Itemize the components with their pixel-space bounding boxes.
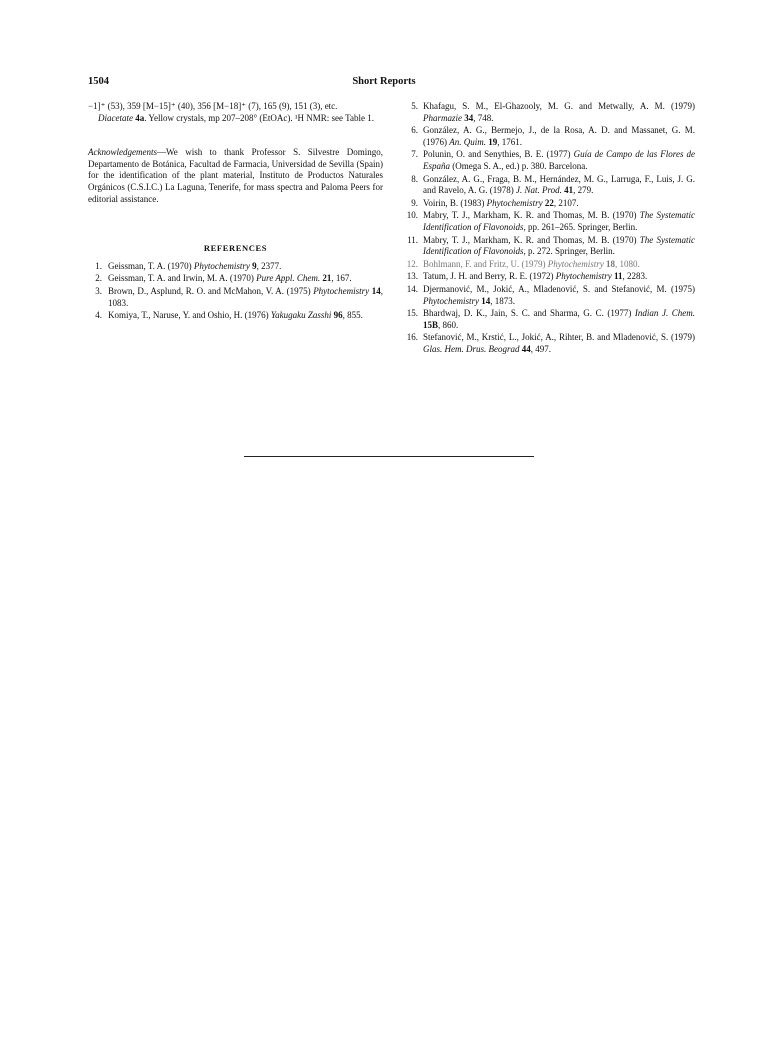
reference-pages: , 748.: [473, 112, 494, 123]
references-list-left: [88, 261, 383, 322]
reference-journal: Guía de Campo de las Flores de España: [423, 149, 696, 171]
reference-volume: 44: [519, 343, 531, 354]
reference-journal: Phytochemistry: [486, 197, 543, 208]
reference-volume: 18: [603, 258, 616, 269]
reference-journal: J. Nat. Prod.: [515, 185, 562, 196]
reference-pages: , p. 272. Springer, Berlin.: [523, 246, 615, 257]
reference-volume: 34: [462, 112, 474, 123]
acknowledgements-paragraph: [88, 147, 383, 205]
reference-journal: Pharmazie: [423, 112, 462, 123]
reference-pages: , 2283.: [622, 271, 648, 282]
reference-volume: 11: [611, 271, 623, 282]
reference-item: [403, 259, 695, 271]
reference-journal: Pure Appl. Chem.: [256, 273, 321, 284]
reference-number: 10.: [406, 210, 418, 221]
diacetate-compound: 4a: [135, 112, 145, 123]
reference-pages: (Omega S. A., ed.) p. 380. Barcelona.: [450, 160, 588, 171]
reference-pages: , 860.: [438, 319, 459, 330]
reference-pages: , 2107.: [553, 197, 579, 208]
reference-item: [403, 174, 695, 197]
reference-item: [88, 286, 383, 309]
reference-pages: , 1080.: [615, 258, 640, 269]
reference-pages: , 855.: [342, 310, 363, 321]
reference-journal: Phytochemistry: [423, 295, 479, 306]
reference-number: 2.: [95, 273, 102, 284]
right-column: [403, 101, 695, 356]
reference-volume: 21: [320, 273, 332, 284]
reference-number: 8.: [411, 173, 418, 184]
mass-spectrum-continuation: −1]⁺ (53), 359 [M−15]⁺ (40), 356 [M−18]⁺ (7), 165 (9), 151 (3), etc.: [88, 101, 338, 111]
reference-authors: Tatum, J. H. and Berry, R. E. (1972): [423, 271, 556, 282]
diacetate-title: Diacetate: [98, 112, 133, 123]
reference-number: 15.: [406, 308, 418, 319]
reference-item: [403, 149, 695, 172]
reference-authors: Voirin, B. (1983): [423, 197, 487, 208]
reference-authors: Mabry, T. J., Markham, K. R. and Thomas, M. B. (1970): [423, 210, 640, 221]
reference-volume: 14: [478, 295, 491, 306]
reference-pages: , pp. 261–265. Springer, Berlin.: [523, 221, 638, 232]
reference-volume: 96: [331, 310, 343, 321]
reference-number: 11.: [407, 234, 418, 245]
reference-volume: 41: [561, 185, 574, 196]
reference-volume: 19: [486, 136, 498, 147]
reference-item: [88, 273, 383, 285]
reference-pages: , 497.: [530, 343, 551, 354]
reference-number: 6.: [411, 125, 418, 136]
reference-number: 5.: [411, 101, 418, 111]
reference-journal: Phytochemistry: [555, 271, 612, 282]
reference-number: 14.: [406, 283, 418, 294]
reference-journal: Phytochemistry: [313, 285, 370, 296]
reference-item: [403, 235, 695, 258]
reference-number: 1.: [95, 260, 102, 271]
references-heading: REFERENCES: [203, 243, 268, 254]
left-column: [88, 101, 383, 323]
reference-journal: Phytochemistry: [193, 260, 250, 271]
reference-journal: Indian J. Chem.: [634, 308, 695, 319]
diacetate-text: . Yellow crystals, mp 207–208° (EtOAc). ¹H NMR: see Table 1.: [144, 112, 374, 123]
reference-journal: Yakugaku Zasshi: [270, 310, 332, 321]
running-head: Short Reports: [352, 76, 416, 87]
reference-volume: 14: [369, 285, 381, 296]
reference-journal: Glas. Hem. Drus. Beograd: [423, 343, 520, 354]
reference-authors: González, A. G., Bermejo, J., de la Rosa, A. D. and Massanet, G. M. (1976): [423, 125, 695, 147]
reference-number: 12.: [406, 258, 418, 269]
reference-authors: González, A. G., Fraga, B. M., Hernández, M. G., Larruga, F., Luis, J. G. and Ravelo, A. G. (1978): [423, 173, 695, 196]
acknowledgements-title: Acknowledgements: [88, 147, 157, 158]
reference-item: [403, 308, 695, 331]
reference-authors: Geissman, T. A. (1970): [108, 260, 194, 271]
diacetate-paragraph: [88, 113, 383, 125]
reference-authors: Komiya, T., Naruse, Y. and Oshio, H. (1976): [108, 310, 271, 321]
reference-item: [403, 125, 695, 148]
acknowledgements-text: —We wish to thank Professor S. Silvestre Domingo, Departamento de Botánica, Facultad de Farmacia, Universidad de Sevilla (Spain) for the identification of the plant material, Instituto de Productos Naturales Orgánicos (C.S.I.C.) La Laguna, Tenerife, for mass spectra and Paloma Peers for editorial assistance.: [88, 147, 383, 204]
reference-volume: 22: [542, 197, 554, 208]
reference-authors: Brown, D., Asplund, R. O. and McMahon, V. A. (1975): [108, 285, 314, 296]
reference-number: 13.: [406, 271, 418, 282]
reference-item: [403, 332, 695, 355]
reference-item: [88, 261, 383, 273]
references-list-right: [403, 101, 695, 355]
reference-item: [403, 198, 695, 210]
end-of-article-rule: [244, 456, 534, 457]
reference-journal: The Systematic Identification of Flavonoids: [423, 234, 695, 257]
reference-number: 9.: [411, 197, 418, 208]
reference-authors: Polunin, O. and Senythies, B. E. (1977): [423, 149, 574, 160]
reference-volume: 15B: [423, 319, 439, 330]
reference-item: [88, 310, 383, 322]
reference-number: 4.: [95, 310, 102, 321]
reference-authors: Khafagu, S. M., El-Ghazooly, M. G. and Metwally, A. M. (1979): [423, 101, 695, 111]
reference-journal: The Systematic Identification of Flavonoids: [423, 210, 695, 232]
reference-journal: Phytochemistry: [547, 258, 604, 269]
reference-pages: , 167.: [331, 273, 352, 284]
reference-item: [403, 271, 695, 283]
reference-volume: 9: [249, 260, 257, 271]
reference-item: [403, 210, 695, 233]
reference-authors: Djermanović, M., Jokić, A., Mladenović, S. and Stefanović, M. (1975): [423, 283, 695, 294]
reference-number: 3.: [95, 285, 102, 296]
reference-authors: Bohlmann, F. and Fritz, U. (1979): [423, 258, 548, 269]
reference-authors: Geissman, T. A. and Irwin, M. A. (1970): [108, 273, 257, 284]
reference-journal: An. Quim.: [449, 136, 486, 147]
reference-pages: , 1873.: [490, 295, 515, 306]
reference-number: 16.: [406, 332, 418, 343]
reference-pages: , 279.: [573, 185, 594, 196]
reference-item: [403, 284, 695, 307]
reference-authors: Stefanović, M., Krstić, L., Jokić, A., Rihter, B. and Mladenović, S. (1979): [423, 332, 695, 343]
reference-pages: , 2377.: [256, 260, 282, 271]
reference-pages: , 1083.: [108, 285, 383, 308]
reference-authors: Bhardwaj, D. K., Jain, S. C. and Sharma, G. C. (1977): [423, 308, 635, 319]
reference-number: 7.: [411, 149, 418, 160]
reference-item: [403, 101, 695, 124]
reference-authors: Mabry, T. J., Markham, K. R. and Thomas, M. B. (1970): [423, 234, 640, 245]
page-number: 1504: [88, 76, 109, 87]
reference-pages: , 1761.: [497, 136, 522, 147]
